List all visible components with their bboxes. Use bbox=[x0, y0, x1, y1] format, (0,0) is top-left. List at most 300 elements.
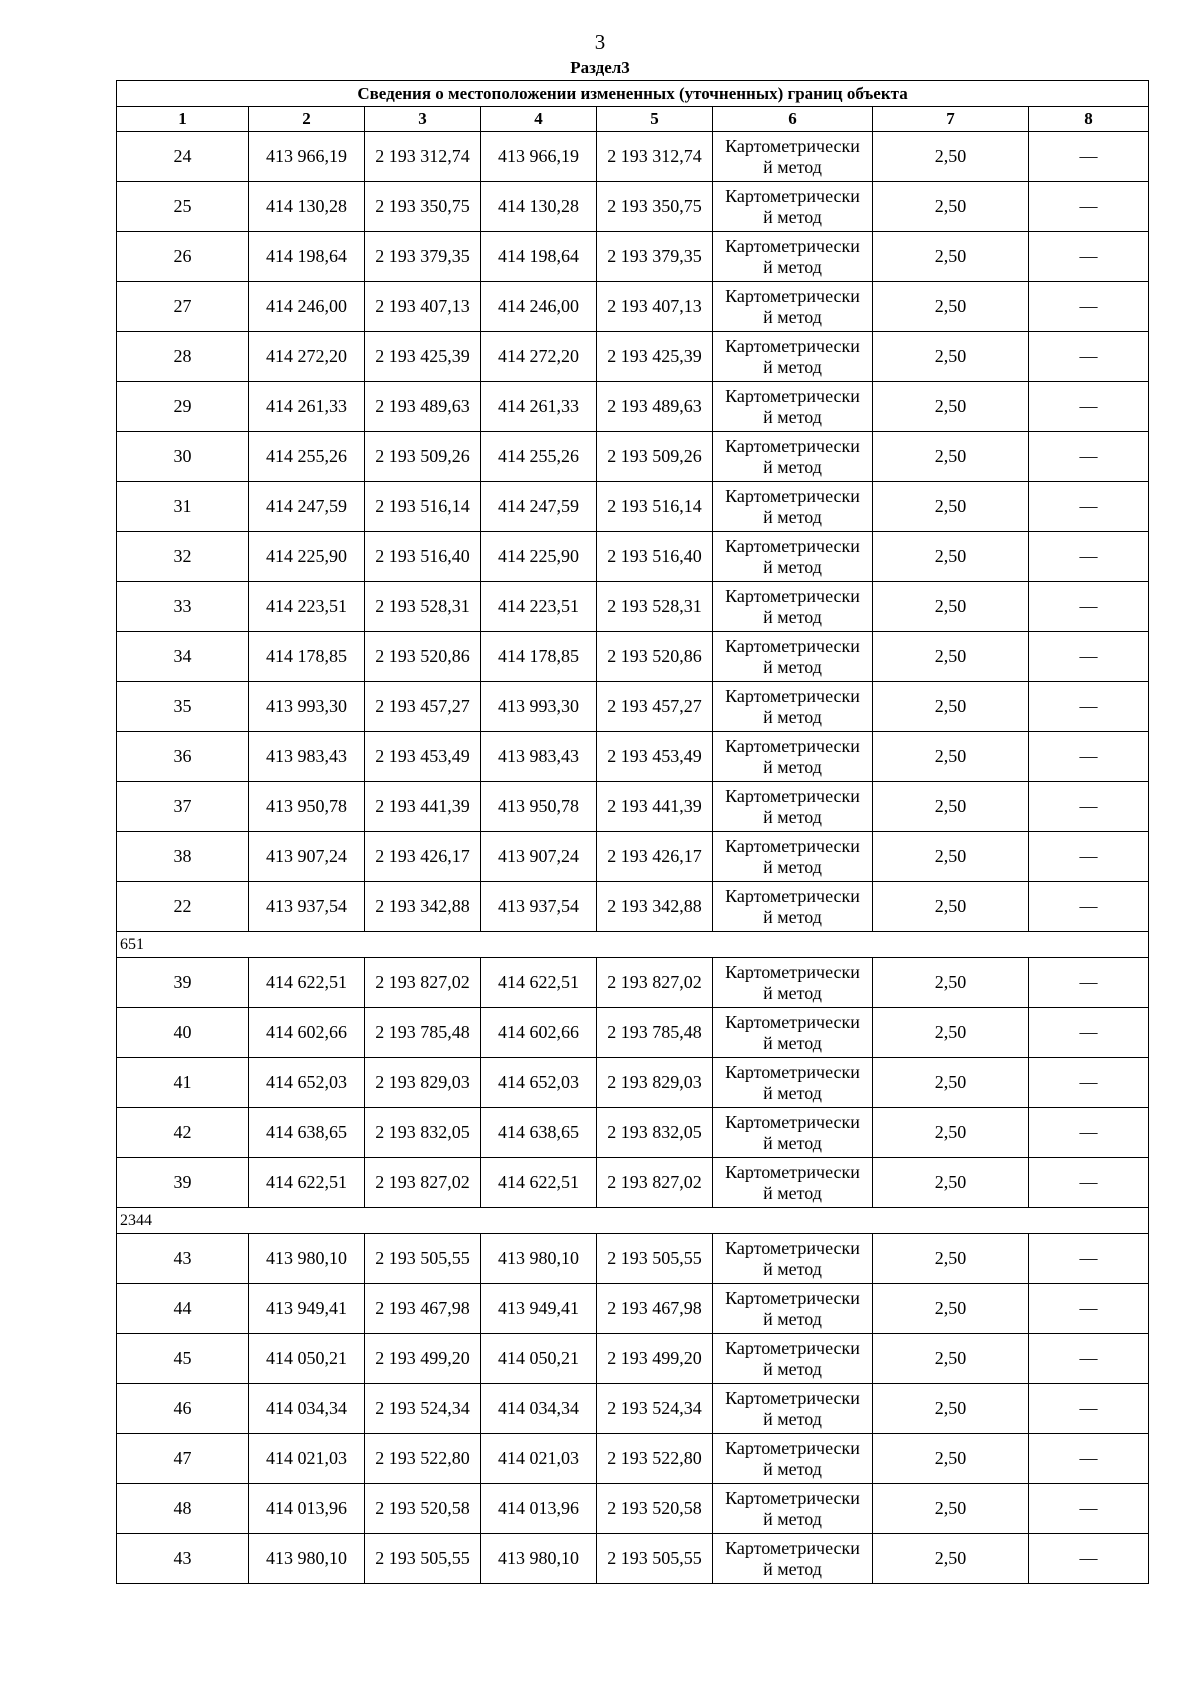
extra-value: — bbox=[1029, 832, 1149, 882]
table-row bbox=[117, 1008, 1149, 1058]
table-caption-row bbox=[117, 81, 1149, 107]
accuracy-value: 2,50 bbox=[873, 382, 1029, 432]
method-text-line1: Картометрически bbox=[725, 185, 860, 206]
table-row bbox=[117, 1158, 1149, 1208]
updated-x: 413 966,19 bbox=[481, 132, 597, 182]
accuracy-value: 2,50 bbox=[873, 432, 1029, 482]
extra-value: — bbox=[1029, 1384, 1149, 1434]
method-cell bbox=[713, 332, 873, 382]
existing-y: 2 193 441,39 bbox=[365, 782, 481, 832]
existing-x: 414 021,03 bbox=[249, 1434, 365, 1484]
existing-y: 2 193 505,55 bbox=[365, 1534, 481, 1584]
existing-x: 414 013,96 bbox=[249, 1484, 365, 1534]
table-row bbox=[117, 282, 1149, 332]
existing-x: 413 980,10 bbox=[249, 1534, 365, 1584]
method-text-line2: й метод bbox=[763, 1258, 822, 1279]
column-header-3: 3 bbox=[365, 107, 481, 132]
column-header-6: 6 bbox=[713, 107, 873, 132]
method-cell bbox=[713, 432, 873, 482]
existing-y: 2 193 505,55 bbox=[365, 1234, 481, 1284]
existing-x: 414 652,03 bbox=[249, 1058, 365, 1108]
updated-x: 413 983,43 bbox=[481, 732, 597, 782]
accuracy-value: 2,50 bbox=[873, 732, 1029, 782]
existing-x: 413 966,19 bbox=[249, 132, 365, 182]
accuracy-value: 2,50 bbox=[873, 182, 1029, 232]
method-cell bbox=[713, 1334, 873, 1384]
method-text-line1: Картометрически bbox=[725, 1111, 860, 1132]
updated-y: 2 193 509,26 bbox=[597, 432, 713, 482]
extra-value: — bbox=[1029, 632, 1149, 682]
method-text-line2: й метод bbox=[763, 1032, 822, 1053]
table-row bbox=[117, 132, 1149, 182]
existing-y: 2 193 832,05 bbox=[365, 1108, 481, 1158]
updated-x: 414 198,64 bbox=[481, 232, 597, 282]
existing-y: 2 193 827,02 bbox=[365, 958, 481, 1008]
updated-x: 414 622,51 bbox=[481, 958, 597, 1008]
table-row bbox=[117, 1434, 1149, 1484]
method-cell bbox=[713, 1234, 873, 1284]
updated-y: 2 193 832,05 bbox=[597, 1108, 713, 1158]
method-text-line2: й метод bbox=[763, 1508, 822, 1529]
point-number: 40 bbox=[117, 1008, 249, 1058]
method-text-line2: й метод bbox=[763, 356, 822, 377]
existing-x: 414 638,65 bbox=[249, 1108, 365, 1158]
extra-value: — bbox=[1029, 532, 1149, 582]
group-label: 651 bbox=[117, 932, 1149, 958]
accuracy-value: 2,50 bbox=[873, 1334, 1029, 1384]
method-cell bbox=[713, 482, 873, 532]
method-text-line1: Картометрически bbox=[725, 1161, 860, 1182]
method-cell bbox=[713, 832, 873, 882]
existing-x: 414 247,59 bbox=[249, 482, 365, 532]
table-row bbox=[117, 1234, 1149, 1284]
updated-y: 2 193 425,39 bbox=[597, 332, 713, 382]
existing-x: 414 130,28 bbox=[249, 182, 365, 232]
existing-y: 2 193 785,48 bbox=[365, 1008, 481, 1058]
point-number: 33 bbox=[117, 582, 249, 632]
existing-y: 2 193 453,49 bbox=[365, 732, 481, 782]
existing-x: 413 980,10 bbox=[249, 1234, 365, 1284]
method-text-line2: й метод bbox=[763, 1558, 822, 1579]
table-row bbox=[117, 1534, 1149, 1584]
table-row bbox=[117, 1384, 1149, 1434]
method-text-line1: Картометрически bbox=[725, 535, 860, 556]
column-header-8: 8 bbox=[1029, 107, 1149, 132]
existing-y: 2 193 516,14 bbox=[365, 482, 481, 532]
method-cell bbox=[713, 632, 873, 682]
method-text-line1: Картометрически bbox=[725, 685, 860, 706]
accuracy-value: 2,50 bbox=[873, 532, 1029, 582]
updated-y: 2 193 453,49 bbox=[597, 732, 713, 782]
point-number: 36 bbox=[117, 732, 249, 782]
updated-x: 413 980,10 bbox=[481, 1534, 597, 1584]
existing-y: 2 193 829,03 bbox=[365, 1058, 481, 1108]
method-text-line1: Картометрически bbox=[725, 835, 860, 856]
extra-value: — bbox=[1029, 682, 1149, 732]
updated-y: 2 193 827,02 bbox=[597, 958, 713, 1008]
existing-y: 2 193 528,31 bbox=[365, 582, 481, 632]
extra-value: — bbox=[1029, 132, 1149, 182]
extra-value: — bbox=[1029, 332, 1149, 382]
table-row bbox=[117, 882, 1149, 932]
existing-x: 414 602,66 bbox=[249, 1008, 365, 1058]
extra-value: — bbox=[1029, 882, 1149, 932]
extra-value: — bbox=[1029, 782, 1149, 832]
method-text-line1: Картометрически bbox=[725, 135, 860, 156]
accuracy-value: 2,50 bbox=[873, 1008, 1029, 1058]
table-row bbox=[117, 182, 1149, 232]
extra-value: — bbox=[1029, 1108, 1149, 1158]
existing-y: 2 193 524,34 bbox=[365, 1384, 481, 1434]
existing-x: 413 950,78 bbox=[249, 782, 365, 832]
method-text-line1: Картометрически bbox=[725, 585, 860, 606]
existing-y: 2 193 489,63 bbox=[365, 382, 481, 432]
method-cell bbox=[713, 682, 873, 732]
updated-x: 414 602,66 bbox=[481, 1008, 597, 1058]
point-number: 44 bbox=[117, 1284, 249, 1334]
method-cell bbox=[713, 132, 873, 182]
updated-x: 413 937,54 bbox=[481, 882, 597, 932]
updated-y: 2 193 520,58 bbox=[597, 1484, 713, 1534]
extra-value: — bbox=[1029, 582, 1149, 632]
point-number: 24 bbox=[117, 132, 249, 182]
updated-x: 414 246,00 bbox=[481, 282, 597, 332]
point-number: 28 bbox=[117, 332, 249, 382]
updated-x: 414 622,51 bbox=[481, 1158, 597, 1208]
group-label-row bbox=[117, 932, 1149, 958]
accuracy-value: 2,50 bbox=[873, 632, 1029, 682]
method-text-line2: й метод bbox=[763, 756, 822, 777]
method-cell bbox=[713, 1484, 873, 1534]
table-row bbox=[117, 482, 1149, 532]
method-text-line1: Картометрически bbox=[725, 235, 860, 256]
point-number: 48 bbox=[117, 1484, 249, 1534]
table-row bbox=[117, 1334, 1149, 1384]
accuracy-value: 2,50 bbox=[873, 1058, 1029, 1108]
method-cell bbox=[713, 1058, 873, 1108]
point-number: 29 bbox=[117, 382, 249, 432]
method-text-line1: Картометрически bbox=[725, 1437, 860, 1458]
accuracy-value: 2,50 bbox=[873, 282, 1029, 332]
point-number: 39 bbox=[117, 958, 249, 1008]
accuracy-value: 2,50 bbox=[873, 832, 1029, 882]
method-text-line2: й метод bbox=[763, 456, 822, 477]
extra-value: — bbox=[1029, 1008, 1149, 1058]
updated-y: 2 193 489,63 bbox=[597, 382, 713, 432]
extra-value: — bbox=[1029, 732, 1149, 782]
extra-value: — bbox=[1029, 1434, 1149, 1484]
accuracy-value: 2,50 bbox=[873, 582, 1029, 632]
point-number: 47 bbox=[117, 1434, 249, 1484]
column-header-4: 4 bbox=[481, 107, 597, 132]
method-text-line2: й метод bbox=[763, 982, 822, 1003]
extra-value: — bbox=[1029, 382, 1149, 432]
extra-value: — bbox=[1029, 1158, 1149, 1208]
method-cell bbox=[713, 532, 873, 582]
accuracy-value: 2,50 bbox=[873, 882, 1029, 932]
point-number: 38 bbox=[117, 832, 249, 882]
updated-y: 2 193 785,48 bbox=[597, 1008, 713, 1058]
point-number: 41 bbox=[117, 1058, 249, 1108]
point-number: 43 bbox=[117, 1234, 249, 1284]
section-title: Раздел3 bbox=[570, 58, 630, 77]
updated-x: 414 021,03 bbox=[481, 1434, 597, 1484]
extra-value: — bbox=[1029, 1234, 1149, 1284]
updated-y: 2 193 342,88 bbox=[597, 882, 713, 932]
method-text-line1: Картометрически bbox=[725, 485, 860, 506]
updated-x: 413 950,78 bbox=[481, 782, 597, 832]
accuracy-value: 2,50 bbox=[873, 482, 1029, 532]
point-number: 43 bbox=[117, 1534, 249, 1584]
method-text-line2: й метод bbox=[763, 206, 822, 227]
updated-y: 2 193 505,55 bbox=[597, 1534, 713, 1584]
accuracy-value: 2,50 bbox=[873, 782, 1029, 832]
table-row bbox=[117, 1484, 1149, 1534]
method-cell bbox=[713, 182, 873, 232]
accuracy-value: 2,50 bbox=[873, 1384, 1029, 1434]
updated-x: 414 225,90 bbox=[481, 532, 597, 582]
point-number: 39 bbox=[117, 1158, 249, 1208]
extra-value: — bbox=[1029, 1334, 1149, 1384]
method-text-line1: Картометрически bbox=[725, 385, 860, 406]
point-number: 25 bbox=[117, 182, 249, 232]
updated-y: 2 193 312,74 bbox=[597, 132, 713, 182]
method-text-line2: й метод bbox=[763, 906, 822, 927]
existing-y: 2 193 350,75 bbox=[365, 182, 481, 232]
method-cell bbox=[713, 1284, 873, 1334]
extra-value: — bbox=[1029, 958, 1149, 1008]
updated-x: 414 652,03 bbox=[481, 1058, 597, 1108]
updated-y: 2 193 499,20 bbox=[597, 1334, 713, 1384]
accuracy-value: 2,50 bbox=[873, 1484, 1029, 1534]
column-header-5: 5 bbox=[597, 107, 713, 132]
updated-x: 414 255,26 bbox=[481, 432, 597, 482]
method-cell bbox=[713, 732, 873, 782]
point-number: 46 bbox=[117, 1384, 249, 1434]
method-cell bbox=[713, 232, 873, 282]
method-cell bbox=[713, 782, 873, 832]
column-header-row bbox=[117, 107, 1149, 132]
updated-y: 2 193 467,98 bbox=[597, 1284, 713, 1334]
table-row bbox=[117, 582, 1149, 632]
existing-y: 2 193 827,02 bbox=[365, 1158, 481, 1208]
extra-value: — bbox=[1029, 282, 1149, 332]
existing-x: 414 034,34 bbox=[249, 1384, 365, 1434]
updated-x: 413 980,10 bbox=[481, 1234, 597, 1284]
updated-x: 414 178,85 bbox=[481, 632, 597, 682]
method-text-line2: й метод bbox=[763, 256, 822, 277]
existing-x: 413 907,24 bbox=[249, 832, 365, 882]
method-text-line1: Картометрически bbox=[725, 1011, 860, 1032]
existing-x: 413 949,41 bbox=[249, 1284, 365, 1334]
existing-y: 2 193 457,27 bbox=[365, 682, 481, 732]
updated-y: 2 193 528,31 bbox=[597, 582, 713, 632]
table-caption: Сведения о местоположении измененных (уточненных) границ объекта bbox=[117, 81, 1149, 107]
accuracy-value: 2,50 bbox=[873, 132, 1029, 182]
existing-x: 414 272,20 bbox=[249, 332, 365, 382]
accuracy-value: 2,50 bbox=[873, 1534, 1029, 1584]
column-header-1: 1 bbox=[117, 107, 249, 132]
extra-value: — bbox=[1029, 1534, 1149, 1584]
table-row bbox=[117, 782, 1149, 832]
method-text-line1: Картометрически bbox=[725, 1287, 860, 1308]
updated-x: 414 223,51 bbox=[481, 582, 597, 632]
updated-y: 2 193 522,80 bbox=[597, 1434, 713, 1484]
method-text-line2: й метод bbox=[763, 306, 822, 327]
table-row bbox=[117, 332, 1149, 382]
existing-y: 2 193 509,26 bbox=[365, 432, 481, 482]
accuracy-value: 2,50 bbox=[873, 682, 1029, 732]
point-number: 37 bbox=[117, 782, 249, 832]
accuracy-value: 2,50 bbox=[873, 1234, 1029, 1284]
updated-y: 2 193 426,17 bbox=[597, 832, 713, 882]
accuracy-value: 2,50 bbox=[873, 1434, 1029, 1484]
table-row bbox=[117, 1284, 1149, 1334]
existing-y: 2 193 522,80 bbox=[365, 1434, 481, 1484]
point-number: 27 bbox=[117, 282, 249, 332]
updated-y: 2 193 407,13 bbox=[597, 282, 713, 332]
existing-y: 2 193 425,39 bbox=[365, 332, 481, 382]
method-text-line2: й метод bbox=[763, 1458, 822, 1479]
updated-x: 414 034,34 bbox=[481, 1384, 597, 1434]
table-row bbox=[117, 682, 1149, 732]
method-text-line2: й метод bbox=[763, 1132, 822, 1153]
method-cell bbox=[713, 1008, 873, 1058]
method-text-line2: й метод bbox=[763, 556, 822, 577]
method-text-line2: й метод bbox=[763, 406, 822, 427]
table-row bbox=[117, 958, 1149, 1008]
table-row bbox=[117, 632, 1149, 682]
existing-y: 2 193 520,58 bbox=[365, 1484, 481, 1534]
updated-x: 413 907,24 bbox=[481, 832, 597, 882]
extra-value: — bbox=[1029, 1284, 1149, 1334]
table-row bbox=[117, 432, 1149, 482]
point-number: 42 bbox=[117, 1108, 249, 1158]
existing-y: 2 193 426,17 bbox=[365, 832, 481, 882]
existing-x: 414 622,51 bbox=[249, 958, 365, 1008]
existing-y: 2 193 516,40 bbox=[365, 532, 481, 582]
table-row bbox=[117, 382, 1149, 432]
updated-x: 414 130,28 bbox=[481, 182, 597, 232]
existing-x: 414 225,90 bbox=[249, 532, 365, 582]
point-number: 34 bbox=[117, 632, 249, 682]
method-text-line2: й метод bbox=[763, 1082, 822, 1103]
table-body bbox=[117, 81, 1149, 1584]
table-row bbox=[117, 532, 1149, 582]
boundary-table bbox=[116, 80, 1149, 1584]
column-header-7: 7 bbox=[873, 107, 1029, 132]
existing-x: 414 261,33 bbox=[249, 382, 365, 432]
accuracy-value: 2,50 bbox=[873, 232, 1029, 282]
updated-x: 413 949,41 bbox=[481, 1284, 597, 1334]
method-text-line1: Картометрически bbox=[725, 635, 860, 656]
method-text-line2: й метод bbox=[763, 156, 822, 177]
existing-x: 413 937,54 bbox=[249, 882, 365, 932]
extra-value: — bbox=[1029, 482, 1149, 532]
existing-y: 2 193 312,74 bbox=[365, 132, 481, 182]
updated-y: 2 193 827,02 bbox=[597, 1158, 713, 1208]
updated-y: 2 193 379,35 bbox=[597, 232, 713, 282]
accuracy-value: 2,50 bbox=[873, 958, 1029, 1008]
existing-x: 413 993,30 bbox=[249, 682, 365, 732]
point-number: 26 bbox=[117, 232, 249, 282]
method-text-line1: Картометрически bbox=[725, 785, 860, 806]
existing-x: 414 198,64 bbox=[249, 232, 365, 282]
method-text-line1: Картометрически bbox=[725, 1237, 860, 1258]
extra-value: — bbox=[1029, 232, 1149, 282]
method-cell bbox=[713, 1534, 873, 1584]
method-cell bbox=[713, 1434, 873, 1484]
method-text-line1: Картометрически bbox=[725, 1537, 860, 1558]
method-cell bbox=[713, 882, 873, 932]
method-cell bbox=[713, 382, 873, 432]
extra-value: — bbox=[1029, 182, 1149, 232]
method-text-line2: й метод bbox=[763, 1182, 822, 1203]
existing-x: 414 255,26 bbox=[249, 432, 365, 482]
method-cell bbox=[713, 1108, 873, 1158]
table-row bbox=[117, 232, 1149, 282]
accuracy-value: 2,50 bbox=[873, 332, 1029, 382]
method-text-line2: й метод bbox=[763, 506, 822, 527]
point-number: 35 bbox=[117, 682, 249, 732]
updated-y: 2 193 516,14 bbox=[597, 482, 713, 532]
method-cell bbox=[713, 582, 873, 632]
updated-x: 414 638,65 bbox=[481, 1108, 597, 1158]
extra-value: — bbox=[1029, 1484, 1149, 1534]
updated-y: 2 193 441,39 bbox=[597, 782, 713, 832]
accuracy-value: 2,50 bbox=[873, 1158, 1029, 1208]
updated-x: 414 261,33 bbox=[481, 382, 597, 432]
point-number: 22 bbox=[117, 882, 249, 932]
existing-x: 413 983,43 bbox=[249, 732, 365, 782]
updated-y: 2 193 516,40 bbox=[597, 532, 713, 582]
table-row bbox=[117, 1058, 1149, 1108]
method-text-line1: Картометрически bbox=[725, 961, 860, 982]
method-text-line1: Картометрически bbox=[725, 1387, 860, 1408]
point-number: 31 bbox=[117, 482, 249, 532]
method-text-line1: Картометрически bbox=[725, 435, 860, 456]
method-text-line2: й метод bbox=[763, 1408, 822, 1429]
updated-y: 2 193 829,03 bbox=[597, 1058, 713, 1108]
existing-x: 414 050,21 bbox=[249, 1334, 365, 1384]
method-text-line2: й метод bbox=[763, 806, 822, 827]
existing-y: 2 193 342,88 bbox=[365, 882, 481, 932]
updated-x: 414 013,96 bbox=[481, 1484, 597, 1534]
method-text-line1: Картометрически bbox=[725, 335, 860, 356]
existing-x: 414 178,85 bbox=[249, 632, 365, 682]
group-label-row bbox=[117, 1208, 1149, 1234]
updated-x: 414 050,21 bbox=[481, 1334, 597, 1384]
existing-y: 2 193 407,13 bbox=[365, 282, 481, 332]
method-text-line1: Картометрически bbox=[725, 885, 860, 906]
group-label: 2344 bbox=[117, 1208, 1149, 1234]
extra-value: — bbox=[1029, 432, 1149, 482]
extra-value: — bbox=[1029, 1058, 1149, 1108]
updated-y: 2 193 457,27 bbox=[597, 682, 713, 732]
accuracy-value: 2,50 bbox=[873, 1108, 1029, 1158]
existing-x: 414 622,51 bbox=[249, 1158, 365, 1208]
method-cell bbox=[713, 958, 873, 1008]
updated-y: 2 193 505,55 bbox=[597, 1234, 713, 1284]
updated-x: 414 272,20 bbox=[481, 332, 597, 382]
method-text-line2: й метод bbox=[763, 1308, 822, 1329]
table-row bbox=[117, 832, 1149, 882]
page-number: 3 bbox=[594, 30, 606, 54]
updated-y: 2 193 524,34 bbox=[597, 1384, 713, 1434]
method-text-line1: Картометрически bbox=[725, 1061, 860, 1082]
method-text-line2: й метод bbox=[763, 706, 822, 727]
method-text-line2: й метод bbox=[763, 656, 822, 677]
